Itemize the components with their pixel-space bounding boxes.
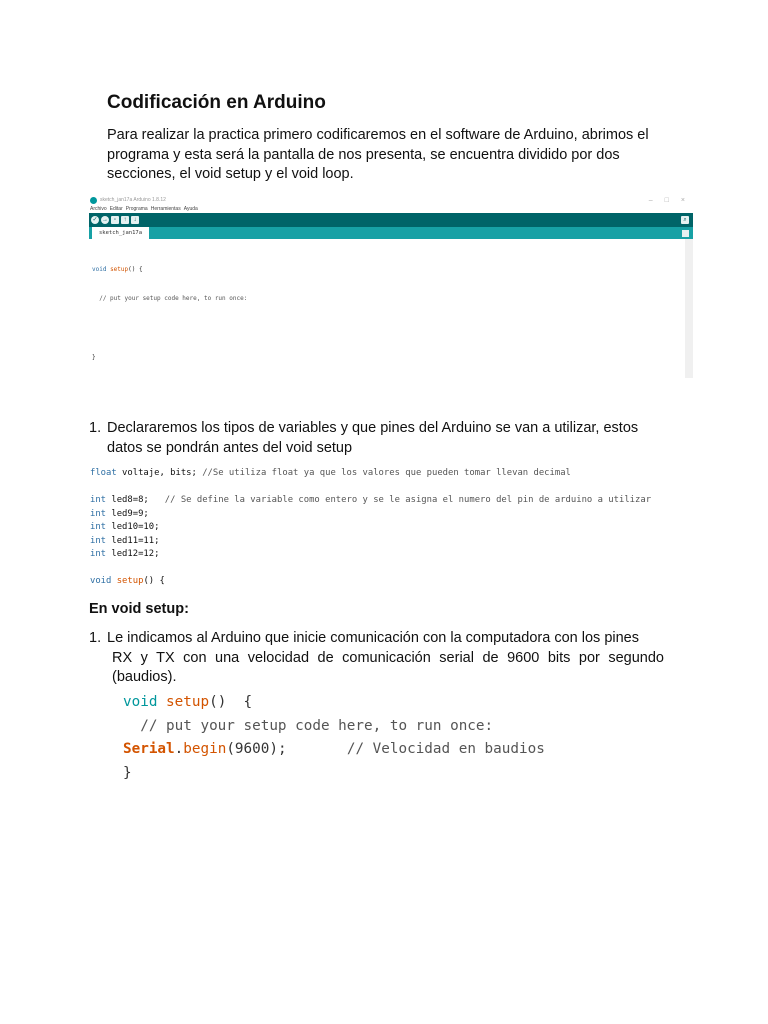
ide-scrollbar[interactable] <box>685 239 693 378</box>
step-number: 1. <box>89 420 102 436</box>
code-line: int led12=12; <box>90 549 160 559</box>
menu-archivo[interactable]: Archivo <box>90 206 107 212</box>
ide-code <box>89 239 685 378</box>
code-line: // put your setup code here, to run once: <box>123 718 494 734</box>
ide-tabbar <box>89 227 693 239</box>
code-line <box>92 323 685 333</box>
step-text-line: Declararemos los tipos de variables y que pines del Arduino se van a utilizar, estos <box>107 420 639 436</box>
code-line: void setup() { <box>92 265 143 273</box>
tab-menu-icon[interactable] <box>682 230 689 237</box>
ide-menubar <box>89 206 693 213</box>
ide-code-editor[interactable] <box>89 239 685 378</box>
close-icon[interactable]: × <box>680 196 685 204</box>
code-line: int led9=9; <box>90 508 149 519</box>
maximize-icon[interactable]: □ <box>664 196 669 204</box>
page-title: Codificación en Arduino <box>107 92 326 113</box>
new-icon[interactable]: ▫ <box>111 216 119 224</box>
code-line: float voltaje, bits; //Se utiliza float ya que los valores que pueden tomar llevan decimal <box>90 468 571 478</box>
upload-icon[interactable]: → <box>102 217 108 223</box>
ide-titlebar <box>89 194 693 206</box>
intro-paragraph: Para realizar la practica primero codificaremos en el software de Arduino, abrimos el programa y esta será la pantalla de nos presenta, se encuentra dividido por dos secciones, el void setup y el void loop. <box>107 127 649 182</box>
menu-herramientas[interactable]: Herramientas <box>150 206 181 212</box>
menu-editar[interactable]: Editar <box>109 206 123 212</box>
open-icon[interactable]: ↑ <box>121 216 129 224</box>
arduino-logo-icon <box>90 197 97 204</box>
code-line: int led8=8; // Se define la variable como entero y se le asigna el numero del pin de arduino a utilizar <box>90 495 652 505</box>
save-icon[interactable]: ↓ <box>131 216 139 224</box>
code-line: // put your setup code here, to run once: <box>92 294 248 302</box>
step-text-line: Le indicamos al Arduino que inicie comunicación con la computadora con los pines <box>107 630 639 646</box>
menu-ayuda[interactable]: Ayuda <box>183 206 198 212</box>
ide-toolbar <box>89 213 693 227</box>
serial-monitor-icon[interactable]: ⌕ <box>681 216 689 224</box>
code-line: void setup() { <box>90 576 165 586</box>
code-line: int led10=10; <box>90 522 160 532</box>
section-heading: En void setup: <box>89 601 189 617</box>
step-number: 1. <box>89 630 102 646</box>
window-controls <box>649 197 693 204</box>
code-line: } <box>92 353 96 361</box>
step-text-line: datos se pondrán antes del void setup <box>107 439 353 456</box>
menu-programa[interactable]: Programa <box>125 206 148 212</box>
step-text-line: RX y TX con una velocidad de comunicación serial de 9600 bits por segundo <box>112 649 664 666</box>
setup-code-block <box>123 694 545 781</box>
code-line: Serial.begin(9600); // Velocidad en baudios <box>123 741 545 757</box>
tab-sketch[interactable]: sketch_jan17a <box>92 227 149 239</box>
code-line: void setup() { <box>123 694 253 710</box>
verify-icon[interactable]: ✓ <box>92 217 98 223</box>
code-line: int led11=11; <box>90 535 160 546</box>
ide-window-title: sketch_jan17a Arduino 1.8.12 <box>100 197 166 203</box>
minimize-icon[interactable]: – <box>648 196 653 204</box>
code-line: } <box>123 765 132 781</box>
arduino-ide-screenshot <box>89 194 693 378</box>
step-text-line: (baudios). <box>112 669 177 685</box>
